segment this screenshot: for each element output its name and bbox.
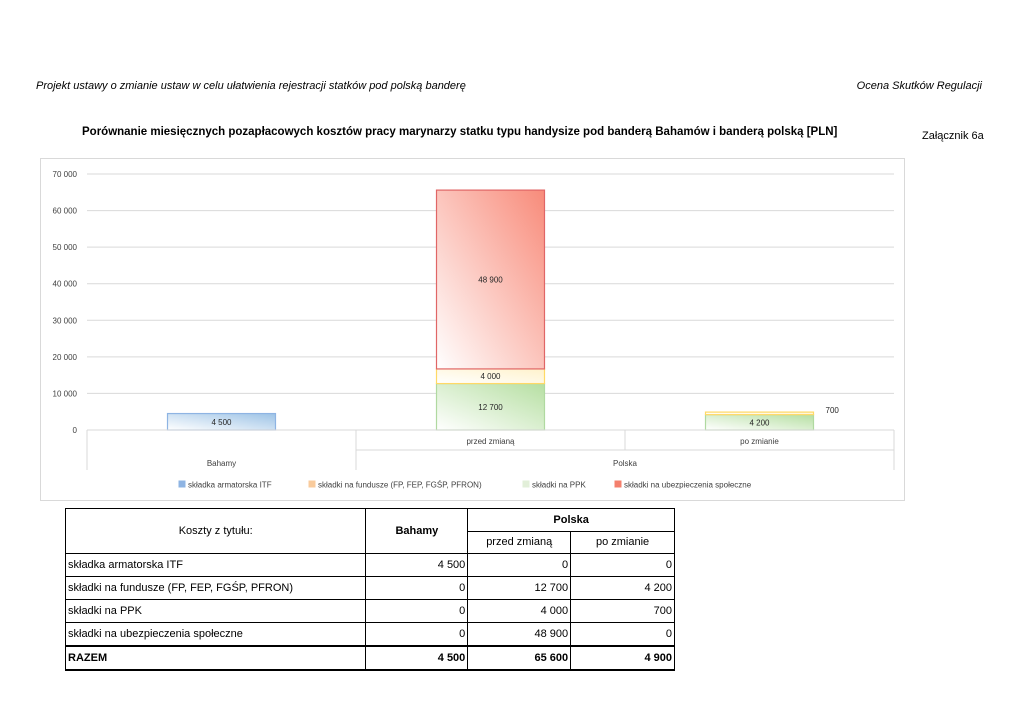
- total-bahamy: 4 500: [366, 646, 468, 670]
- legend-label: składki na fundusze (FP, FEP, FGŚP, PFRON): [318, 480, 482, 490]
- legend-swatch: [523, 481, 529, 487]
- col-header-po: po zmianie: [571, 531, 675, 554]
- stacked-bar-chart: [41, 159, 906, 502]
- table-row: [66, 554, 675, 577]
- cell-przed: 48 900: [468, 623, 571, 647]
- document-header-right: Ocena Skutków Regulacji: [856, 80, 982, 92]
- y-tick-label: 0: [72, 426, 77, 435]
- cell-przed: 12 700: [468, 577, 571, 600]
- x-group-label: Polska: [612, 459, 638, 468]
- total-przed: 65 600: [468, 646, 571, 670]
- cell-po: 4 200: [571, 577, 675, 600]
- cell-bahamy: 0: [366, 577, 468, 600]
- y-tick-label: 40 000: [52, 279, 77, 289]
- col-header-polska: Polska: [468, 509, 675, 532]
- row-label: składki na PPK: [66, 600, 366, 623]
- legend-label: składki na PPK: [532, 480, 586, 490]
- x-group-label: Bahamy: [206, 459, 237, 468]
- total-po: 4 900: [571, 646, 675, 670]
- y-tick-label: 50 000: [52, 243, 77, 253]
- document-header-left: Projekt ustawy o zmianie ustaw w celu ułatwienia rejestracji statków pod polską banderę: [36, 80, 466, 92]
- cost-table: [65, 508, 675, 671]
- legend-label: składka armatorska ITF: [188, 480, 272, 490]
- legend-swatch: [179, 481, 185, 487]
- legend-label: składki na ubezpieczenia społeczne: [624, 480, 752, 490]
- data-label: 700: [825, 406, 839, 416]
- cell-bahamy: 0: [366, 600, 468, 623]
- table-total-row: [66, 646, 675, 670]
- table-row: [66, 623, 675, 647]
- col-header-bahamy: Bahamy: [366, 509, 468, 554]
- y-tick-label: 20 000: [52, 352, 77, 362]
- col-header-label: Koszty z tytułu:: [66, 509, 366, 554]
- bar-segment: [706, 412, 814, 415]
- data-label: 12 700: [478, 402, 503, 412]
- cell-przed: 4 000: [468, 600, 571, 623]
- y-tick-label: 10 000: [52, 389, 77, 399]
- x-tick-label: przed zmianą: [466, 437, 515, 446]
- total-label: RAZEM: [66, 646, 366, 670]
- row-label: składka armatorska ITF: [66, 554, 366, 577]
- legend-swatch: [309, 481, 315, 487]
- row-label: składki na fundusze (FP, FEP, FGŚP, PFRON): [66, 577, 366, 600]
- y-tick-label: 60 000: [52, 206, 77, 216]
- legend-swatch: [615, 481, 621, 487]
- data-label: 48 900: [478, 275, 503, 285]
- cell-po: 0: [571, 623, 675, 647]
- table-row: [66, 600, 675, 623]
- y-tick-label: 30 000: [52, 316, 77, 326]
- cell-po: 0: [571, 554, 675, 577]
- chart-container: [40, 158, 905, 501]
- y-tick-label: 70 000: [52, 170, 77, 179]
- cell-po: 700: [571, 600, 675, 623]
- col-header-przed: przed zmianą: [468, 531, 571, 554]
- cell-przed: 0: [468, 554, 571, 577]
- annex-label: Załącznik 6a: [922, 130, 984, 142]
- data-label: 4 200: [749, 418, 770, 428]
- cell-bahamy: 0: [366, 623, 468, 647]
- chart-title: Porównanie miesięcznych pozapłacowych kosztów pracy marynarzy statku typu handysize pod banderą Bahamów i banderą polską [PLN]: [82, 126, 838, 138]
- table-row: [66, 577, 675, 600]
- data-label: 4 000: [480, 372, 501, 382]
- cell-bahamy: 4 500: [366, 554, 468, 577]
- row-label: składki na ubezpieczenia społeczne: [66, 623, 366, 647]
- data-label: 4 500: [211, 417, 232, 427]
- x-tick-label: po zmianie: [740, 437, 779, 446]
